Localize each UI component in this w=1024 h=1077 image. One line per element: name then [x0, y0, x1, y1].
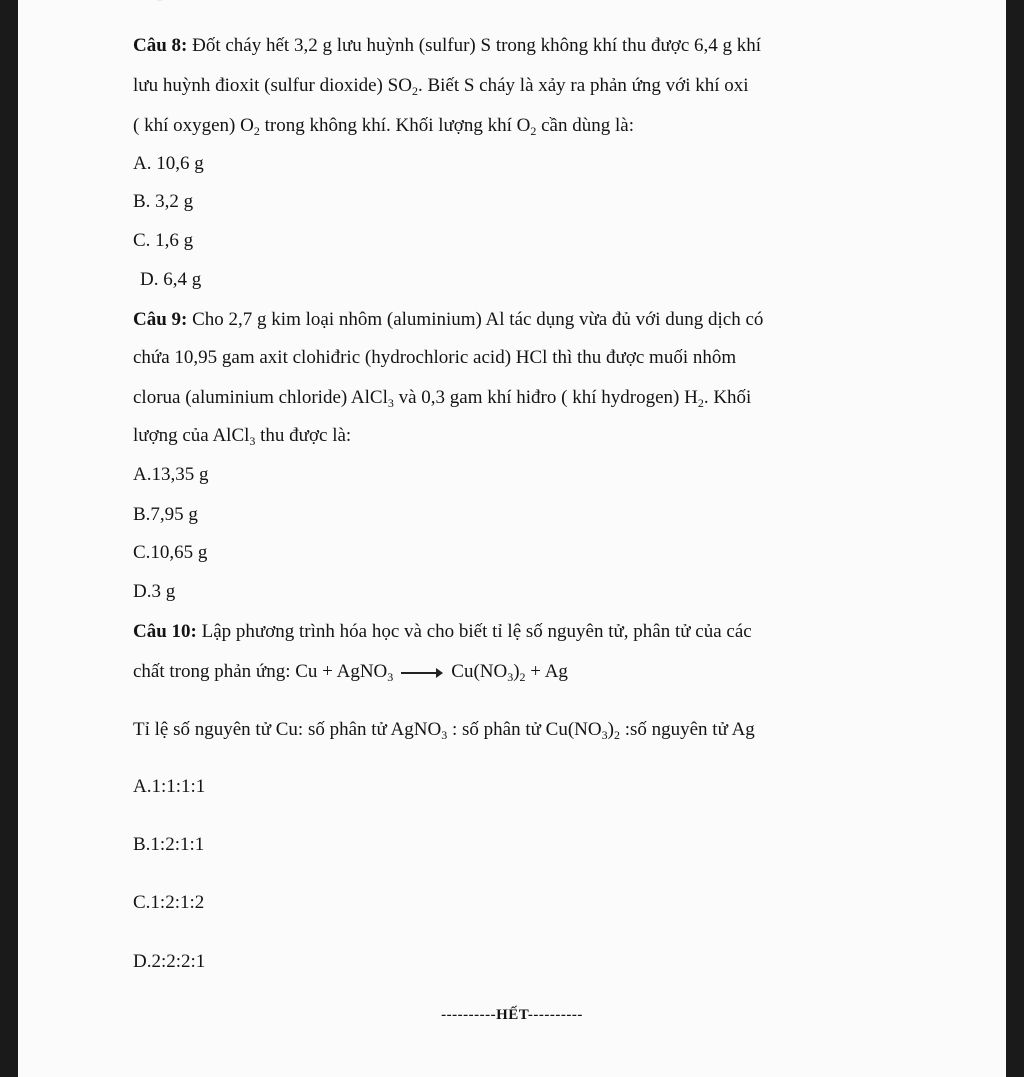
q8-line-2: lưu huỳnh đioxit (sulfur dioxide) $SO_2$. Biết S cháy là xảy ra phản ứng với khí oxi [133, 75, 749, 98]
q9-line-1: Câu 9: Cho 2,7 g kim loại nhôm (aluminium) Al tác dụng vừa đủ với dung dịch có [133, 309, 764, 330]
q8-line-1: Câu 8: Đốt cháy hết 3,2 g lưu huỳnh (sulfur) S trong không khí thu được 6,4 g khí [133, 35, 762, 56]
q10-heading: Câu 10: [133, 621, 197, 642]
q10-ratio-line: Tỉ lệ số nguyên tử Cu: số phân tử AgNO$_3$ : số phân tử $Cu(NO_3)_2$ :số nguyên tử Ag [133, 719, 755, 742]
q10-option-c: C.1:2:1:2 [133, 892, 205, 913]
q9-option-b: B.7,95 g [133, 504, 198, 525]
q8-option-c: C. 1,6 g [133, 230, 194, 251]
q10-option-d: D.2:2:2:1 [133, 951, 206, 972]
end-marker: ----------HẾT---------- [441, 1007, 583, 1023]
q8-line-3: ( khí oxygen) $O_2$ trong không khí. Khối lượng khí $O_2$ cần dùng là: [133, 115, 634, 138]
q9-line-3: clorua (aluminium chloride) AlCl$_3$ và 0,3 gam khí hiđro ( khí hydrogen) $H_2$. Khối [133, 387, 752, 410]
q10-option-a: A.1:1:1:1 [133, 776, 206, 797]
q9-option-a: A.13,35 g [133, 464, 209, 485]
reaction-arrow-icon [401, 672, 441, 674]
q9-line-2: chứa 10,95 gam axit clohiđric (hydrochloric acid) HCl thì thu được muối nhôm [133, 347, 737, 368]
q10-equation-line: chất trong phản ứng: Cu + AgNO$_3$ $Cu(NO_3)_2 + Ag$ [133, 661, 568, 684]
q9-heading: Câu 9: [133, 309, 188, 330]
q9-line-4: lượng của AlCl$_3$ thu được là: [133, 425, 352, 448]
q10-line-1: Câu 10: Lập phương trình hóa học và cho biết tỉ lệ số nguyên tử, phân tử của các [133, 621, 752, 642]
q8-heading: Câu 8: [133, 35, 188, 56]
q8-option-a: A. 10,6 g [133, 153, 204, 174]
q8-option-b: B. 3,2 g [133, 191, 194, 212]
q8-option-d: D. 6,4 g [140, 269, 202, 290]
q9-option-c: C.10,65 g [133, 542, 208, 563]
q10-option-b: B.1:2:1:1 [133, 834, 205, 855]
decorative-corner-graphic [58, 0, 188, 22]
q9-option-d: D.3 g [133, 581, 176, 602]
